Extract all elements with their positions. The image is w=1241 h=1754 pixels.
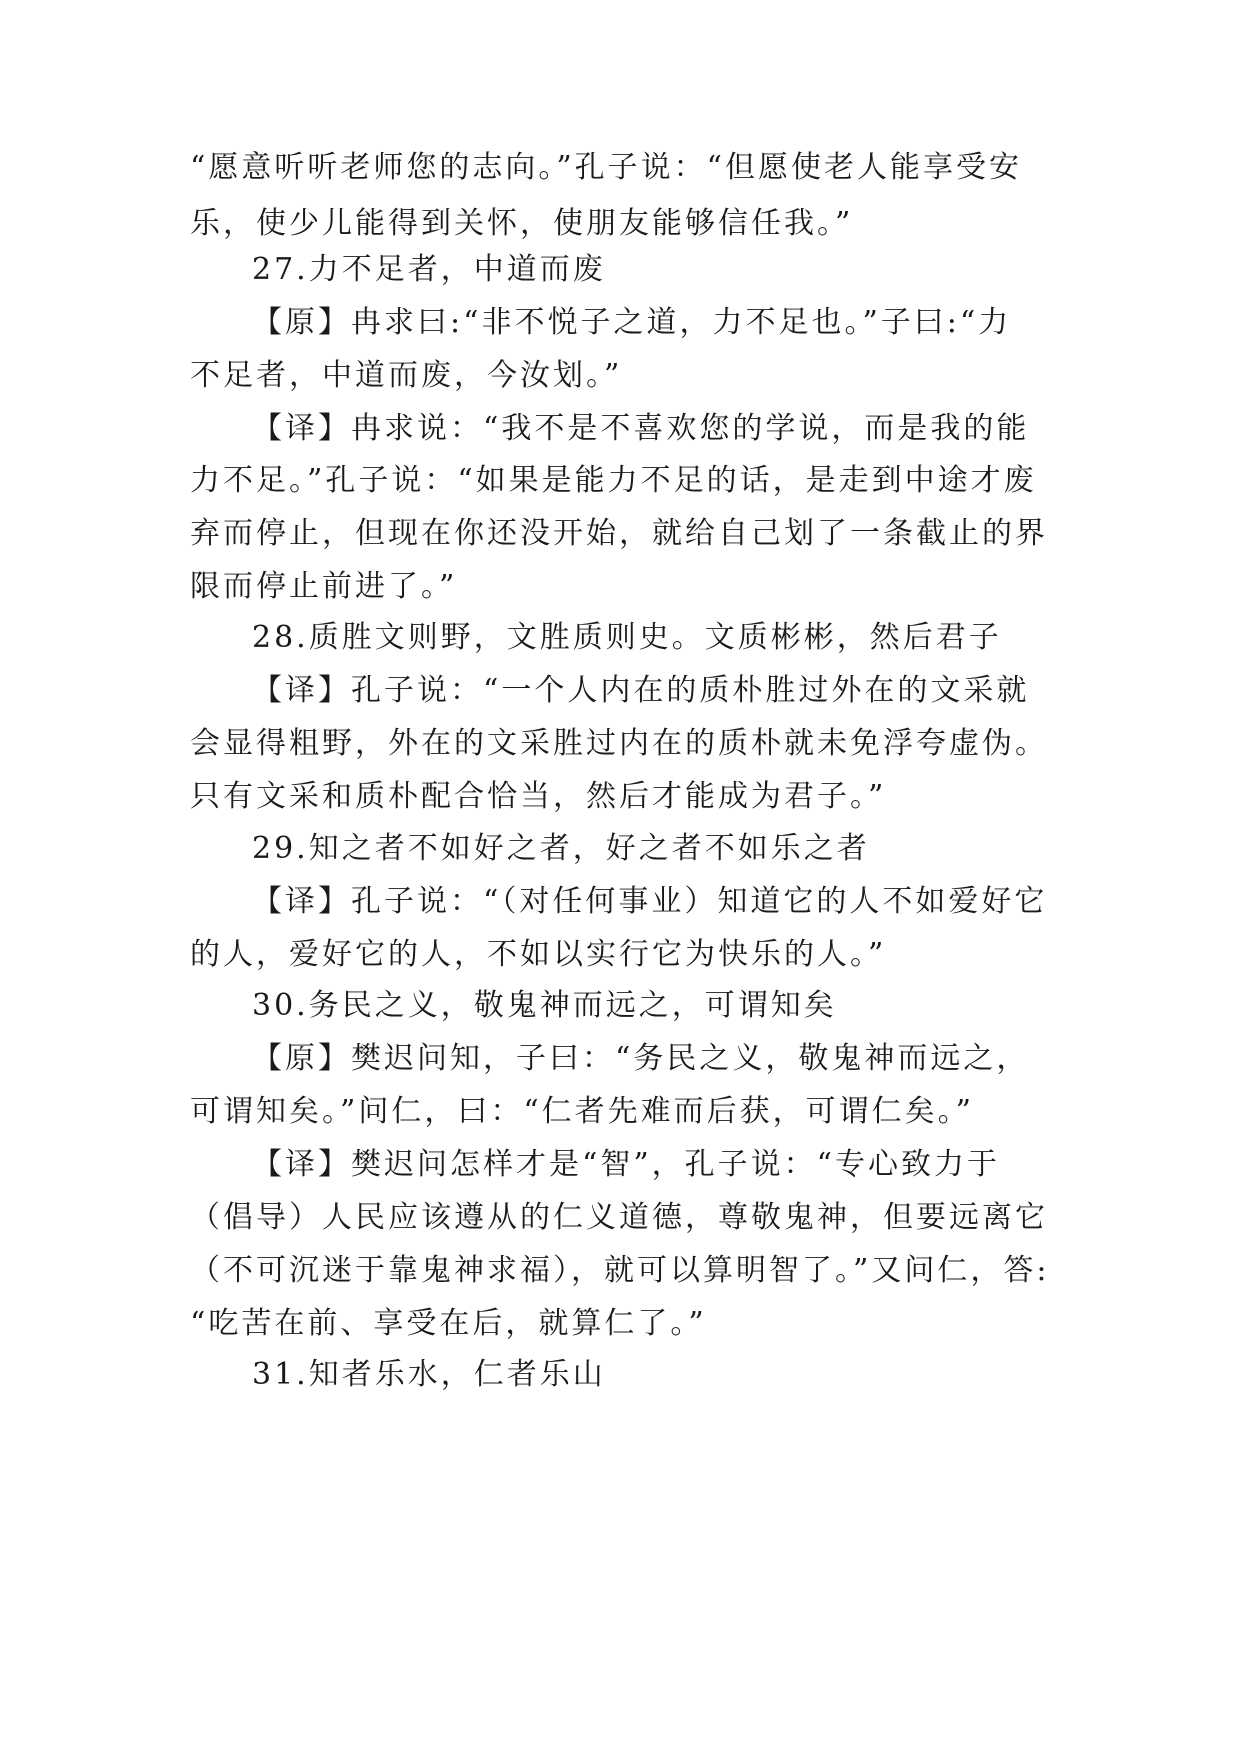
text-line: 弃而停止，但现在你还没开始，就给自己划了一条截止的界	[190, 516, 1048, 551]
section-heading-29: 29.知之者不如好之者，好之者不如乐之者	[252, 831, 870, 866]
translation-text-line: 【译】樊迟问怎样才是“智”，孔子说：“专心致力于	[252, 1147, 1001, 1182]
section-heading-31: 31.知者乐水，仁者乐山	[252, 1357, 606, 1392]
section-heading-27: 27.力不足者，中道而废	[252, 252, 606, 287]
text-line: 只有文采和质朴配合恰当，然后才能成为君子。”	[190, 779, 887, 814]
text-line: “愿意听听老师您的志向。”孔子说：“但愿使老人能享受安	[190, 150, 1023, 185]
text-line: “吃苦在前、享受在后，就算仁了。”	[190, 1306, 707, 1341]
text-line: 不足者，中道而废，今汝划。”	[190, 358, 623, 393]
original-text-line: 【原】冉求曰:“非不悦子之道，力不足也。”子曰:“力	[252, 305, 1012, 340]
text-line: （倡导）人民应该遵从的仁义道德，尊敬鬼神，但要远离它	[190, 1200, 1048, 1235]
section-heading-28: 28.质胜文则野，文胜质则史。文质彬彬，然后君子	[252, 620, 1002, 655]
text-line: 可谓知矣。”问仁，曰：“仁者先难而后获，可谓仁矣。”	[190, 1094, 975, 1129]
text-line: 限而停止前进了。”	[190, 569, 458, 604]
text-line: 的人，爱好它的人，不如以实行它为快乐的人。”	[190, 937, 887, 972]
text-line: （不可沉迷于靠鬼神求福），就可以算明智了。”又问仁，答:	[190, 1253, 1050, 1288]
text-line: 会显得粗野，外在的文采胜过内在的质朴就未免浮夸虚伪。	[190, 726, 1048, 761]
text-line: 乐，使少儿能得到关怀，使朋友能够信任我。”	[190, 206, 854, 241]
original-text-line: 【原】樊迟问知，子曰：“务民之义，敬鬼神而远之，	[252, 1041, 1030, 1076]
translation-text-line: 【译】冉求说：“我不是不喜欢您的学说，而是我的能	[252, 411, 1030, 446]
translation-text-line: 【译】孔子说：“（对任何事业）知道它的人不如爱好它	[252, 884, 1048, 919]
text-line: 力不足。”孔子说：“如果是能力不足的话，是走到中途才废	[190, 463, 1037, 498]
section-heading-30: 30.务民之义，敬鬼神而远之，可谓知矣	[252, 988, 837, 1023]
translation-text-line: 【译】孔子说：“一个人内在的质朴胜过外在的文采就	[252, 673, 1030, 708]
